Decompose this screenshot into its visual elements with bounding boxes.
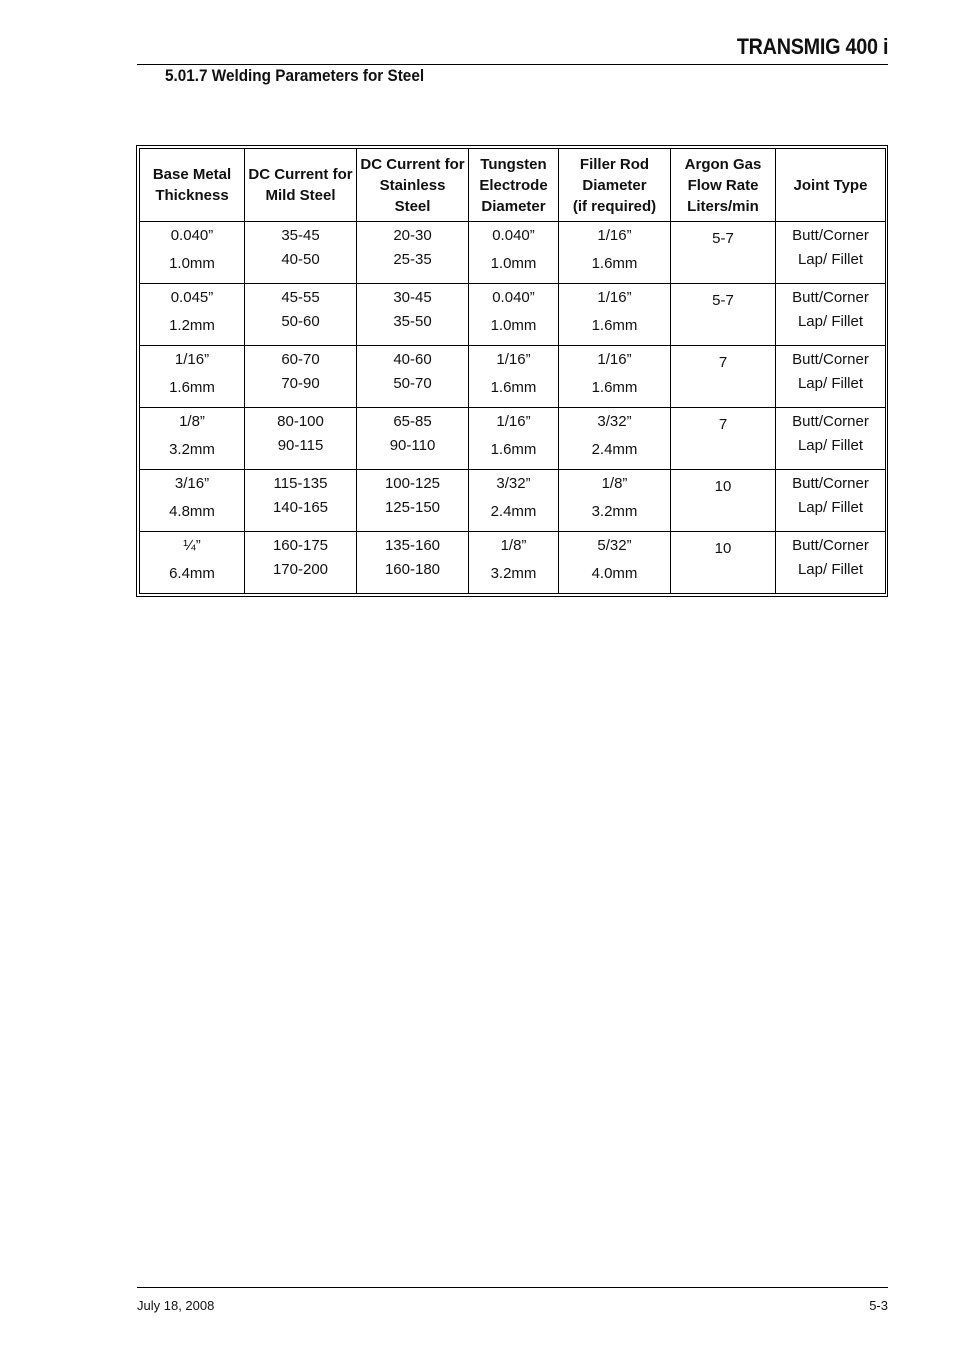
cell-argon-flow-rate xyxy=(671,284,776,346)
cell-dc-current-mild-steel-line: 80-100 xyxy=(277,413,324,430)
cell-dc-current-mild-steel-line: 45-55 xyxy=(281,289,320,306)
cell-tungsten-diameter-line: 1/8” xyxy=(500,537,527,554)
cell-dc-current-mild-steel-line: 35-45 xyxy=(281,227,320,244)
cell-base-metal-thickness-line: 3.2mm xyxy=(169,441,215,458)
footer-divider xyxy=(137,1287,888,1288)
cell-filler-rod-diameter-line: 1/16” xyxy=(597,289,632,306)
cell-filler-rod-diameter xyxy=(559,532,671,594)
cell-dc-current-mild-steel-line: 90-115 xyxy=(277,437,324,454)
cell-tungsten-diameter-line: 0.040” xyxy=(492,227,535,244)
cell-tungsten-diameter-line: 1.6mm xyxy=(490,441,537,458)
cell-tungsten-diameter-line: 1.0mm xyxy=(490,317,537,334)
cell-filler-rod-diameter-line: 1.6mm xyxy=(591,255,638,272)
cell-joint-type-line: Lap/ Fillet xyxy=(797,313,864,330)
cell-base-metal-thickness-line: ¼” xyxy=(183,537,201,554)
welding-parameters-table-frame xyxy=(136,145,888,597)
cell-tungsten-diameter-line: 2.4mm xyxy=(490,503,537,520)
table-row xyxy=(140,408,886,470)
cell-filler-rod-diameter-line: 2.4mm xyxy=(591,441,638,458)
cell-dc-current-stainless-steel-line: 125-150 xyxy=(384,499,441,516)
cell-filler-rod-diameter-line: 1/16” xyxy=(597,227,632,244)
cell-base-metal-thickness xyxy=(140,532,245,594)
cell-dc-current-stainless-steel-line: 40-60 xyxy=(393,351,432,368)
cell-tungsten-diameter-line: 3/32” xyxy=(496,475,531,492)
cell-dc-current-stainless-steel-line: 30-45 xyxy=(393,289,432,306)
cell-tungsten-diameter-line: 0.040” xyxy=(492,289,535,306)
page-number: 5-3 xyxy=(869,1298,888,1313)
cell-joint-type-line: Butt/Corner xyxy=(792,537,869,554)
cell-dc-current-mild-steel xyxy=(245,284,357,346)
cell-argon-flow-rate-value: 5-7 xyxy=(712,292,734,309)
header-filler-rod-diameter: Filler Rod Diameter (if required) xyxy=(559,149,671,222)
cell-joint-type xyxy=(776,284,886,346)
cell-dc-current-stainless-steel-line: 50-70 xyxy=(393,375,432,392)
cell-dc-current-stainless-steel-line: 135-160 xyxy=(384,537,441,554)
cell-argon-flow-rate-value: 5-7 xyxy=(712,230,734,247)
header-divider xyxy=(137,64,888,65)
cell-tungsten-diameter xyxy=(469,284,559,346)
header-dc-current-stainless-steel: DC Current for Stainless Steel xyxy=(357,149,469,222)
cell-dc-current-stainless-steel-line: 90-110 xyxy=(389,437,436,454)
cell-joint-type-line: Butt/Corner xyxy=(792,227,869,244)
cell-base-metal-thickness xyxy=(140,346,245,408)
cell-filler-rod-diameter xyxy=(559,408,671,470)
cell-dc-current-mild-steel-line: 50-60 xyxy=(281,313,320,330)
table-row xyxy=(140,222,886,284)
cell-base-metal-thickness-line: 6.4mm xyxy=(169,565,215,582)
cell-joint-type-line: Butt/Corner xyxy=(792,351,869,368)
table-row xyxy=(140,284,886,346)
cell-tungsten-diameter-line: 1.6mm xyxy=(490,379,537,396)
cell-tungsten-diameter-line: 1/16” xyxy=(496,351,531,368)
cell-dc-current-stainless-steel-line: 65-85 xyxy=(393,413,432,430)
cell-dc-current-mild-steel-line: 140-165 xyxy=(272,499,329,516)
table-row xyxy=(140,470,886,532)
cell-tungsten-diameter xyxy=(469,222,559,284)
cell-base-metal-thickness xyxy=(140,222,245,284)
cell-filler-rod-diameter-line: 1.6mm xyxy=(591,317,638,334)
cell-joint-type-line: Butt/Corner xyxy=(792,289,869,306)
cell-dc-current-stainless-steel xyxy=(357,470,469,532)
cell-joint-type xyxy=(776,222,886,284)
cell-dc-current-mild-steel xyxy=(245,222,357,284)
cell-argon-flow-rate-value: 10 xyxy=(714,540,732,557)
cell-tungsten-diameter xyxy=(469,532,559,594)
footer-date: July 18, 2008 xyxy=(137,1298,215,1313)
cell-joint-type xyxy=(776,346,886,408)
cell-dc-current-stainless-steel xyxy=(357,408,469,470)
cell-joint-type-line: Lap/ Fillet xyxy=(797,375,864,392)
cell-argon-flow-rate xyxy=(671,532,776,594)
cell-filler-rod-diameter xyxy=(559,222,671,284)
cell-dc-current-stainless-steel-line: 160-180 xyxy=(384,561,441,578)
cell-dc-current-stainless-steel xyxy=(357,284,469,346)
cell-base-metal-thickness-line: 1/8” xyxy=(179,413,205,430)
cell-filler-rod-diameter-line: 3/32” xyxy=(597,413,632,430)
header-argon-gas-flow-rate: Argon Gas Flow Rate Liters/min xyxy=(671,149,776,222)
header-tungsten-electrode-diameter: Tungsten Electrode Diameter xyxy=(469,149,559,222)
cell-tungsten-diameter xyxy=(469,470,559,532)
cell-dc-current-mild-steel-line: 60-70 xyxy=(281,351,320,368)
cell-dc-current-mild-steel-line: 40-50 xyxy=(281,251,320,268)
cell-argon-flow-rate xyxy=(671,346,776,408)
cell-dc-current-mild-steel-line: 160-175 xyxy=(272,537,329,554)
cell-base-metal-thickness-line: 1.6mm xyxy=(169,379,215,396)
cell-joint-type xyxy=(776,408,886,470)
cell-joint-type xyxy=(776,532,886,594)
table-row xyxy=(140,532,886,594)
document-title: TRANSMIG 400 i xyxy=(736,34,888,59)
cell-filler-rod-diameter-line: 5/32” xyxy=(597,537,632,554)
header-joint-type: Joint Type xyxy=(776,149,886,222)
cell-dc-current-stainless-steel-line: 100-125 xyxy=(384,475,441,492)
cell-filler-rod-diameter xyxy=(559,346,671,408)
section-title: 5.01.7 Welding Parameters for Steel xyxy=(165,66,425,85)
cell-joint-type xyxy=(776,470,886,532)
cell-tungsten-diameter-line: 1/16” xyxy=(496,413,531,430)
cell-filler-rod-diameter-line: 4.0mm xyxy=(591,565,638,582)
cell-tungsten-diameter xyxy=(469,346,559,408)
cell-base-metal-thickness-line: 3/16” xyxy=(174,475,210,492)
cell-dc-current-stainless-steel-line: 20-30 xyxy=(393,227,432,244)
cell-filler-rod-diameter xyxy=(559,284,671,346)
cell-argon-flow-rate-value: 10 xyxy=(714,478,732,495)
table-header-row xyxy=(140,149,886,222)
cell-argon-flow-rate-value: 7 xyxy=(718,354,728,371)
cell-argon-flow-rate xyxy=(671,470,776,532)
cell-dc-current-mild-steel xyxy=(245,346,357,408)
cell-filler-rod-diameter-line: 1/16” xyxy=(597,351,632,368)
cell-dc-current-stainless-steel xyxy=(357,346,469,408)
header-base-metal-thickness: Base Metal Thickness xyxy=(140,149,245,222)
cell-base-metal-thickness-line: 1/16” xyxy=(174,351,210,368)
cell-base-metal-thickness-line: 0.040” xyxy=(170,227,214,244)
cell-dc-current-mild-steel-line: 170-200 xyxy=(272,561,329,578)
cell-dc-current-mild-steel xyxy=(245,470,357,532)
cell-joint-type-line: Butt/Corner xyxy=(792,413,869,430)
cell-tungsten-diameter-line: 1.0mm xyxy=(490,255,537,272)
cell-joint-type-line: Lap/ Fillet xyxy=(797,561,864,578)
cell-base-metal-thickness xyxy=(140,470,245,532)
table-row xyxy=(140,346,886,408)
cell-dc-current-stainless-steel xyxy=(357,532,469,594)
cell-filler-rod-diameter-line: 1/8” xyxy=(601,475,628,492)
cell-joint-type-line: Butt/Corner xyxy=(792,475,869,492)
cell-argon-flow-rate xyxy=(671,222,776,284)
cell-base-metal-thickness-line: 1.2mm xyxy=(169,317,215,334)
welding-parameters-table xyxy=(139,148,886,594)
cell-joint-type-line: Lap/ Fillet xyxy=(797,499,864,516)
cell-argon-flow-rate xyxy=(671,408,776,470)
cell-filler-rod-diameter-line: 3.2mm xyxy=(591,503,638,520)
cell-base-metal-thickness-line: 4.8mm xyxy=(169,503,215,520)
cell-dc-current-stainless-steel-line: 35-50 xyxy=(393,313,432,330)
header-dc-current-mild-steel: DC Current for Mild Steel xyxy=(245,149,357,222)
cell-filler-rod-diameter xyxy=(559,470,671,532)
cell-argon-flow-rate-value: 7 xyxy=(718,416,728,433)
cell-base-metal-thickness-line: 1.0mm xyxy=(169,255,215,272)
cell-base-metal-thickness xyxy=(140,284,245,346)
cell-dc-current-mild-steel xyxy=(245,532,357,594)
cell-base-metal-thickness xyxy=(140,408,245,470)
cell-tungsten-diameter xyxy=(469,408,559,470)
cell-dc-current-mild-steel-line: 70-90 xyxy=(281,375,320,392)
cell-dc-current-mild-steel-line: 115-135 xyxy=(273,475,328,492)
cell-dc-current-mild-steel xyxy=(245,408,357,470)
cell-dc-current-stainless-steel xyxy=(357,222,469,284)
cell-dc-current-stainless-steel-line: 25-35 xyxy=(393,251,432,268)
cell-base-metal-thickness-line: 0.045” xyxy=(170,289,214,306)
cell-joint-type-line: Lap/ Fillet xyxy=(797,437,864,454)
cell-tungsten-diameter-line: 3.2mm xyxy=(490,565,537,582)
cell-filler-rod-diameter-line: 1.6mm xyxy=(591,379,638,396)
cell-joint-type-line: Lap/ Fillet xyxy=(797,251,864,268)
